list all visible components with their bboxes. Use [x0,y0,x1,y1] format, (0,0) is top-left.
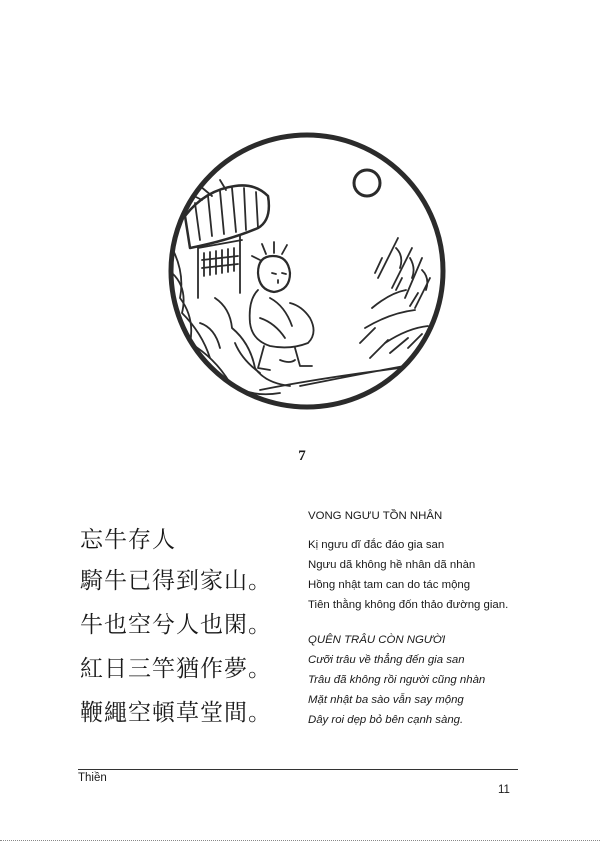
translation-title: QUÊN TRÂU CÒN NGƯỜI [308,634,446,646]
chinese-poem [80,525,300,742]
chinese-poem-line: 紅日三竿猶作夢。 [80,656,272,682]
sino-vietnamese-title: VONG NGƯU TỒN NHÂN [308,510,443,522]
translation-line: Cưỡi trâu về thẳng đến gia san [308,654,465,666]
plate-number: 7 [298,448,306,464]
chinese-poem-line: 騎牛已得到家山。 [80,568,272,594]
page-edge [0,840,600,841]
chinese-poem-line: 鞭繩空頓草堂間。 [80,700,272,726]
sino-vietnamese-line: Tiên thằng không đốn thảo đường gian. [308,599,509,611]
footer-section-label: Thiền [78,772,107,784]
page-number: 11 [498,784,510,796]
chinese-poem-line: 牛也空兮人也閑。 [80,612,272,638]
footer-divider [78,769,518,770]
sino-vietnamese-line: Ngưu dã không hề nhân dã nhàn [308,559,476,571]
sino-vietnamese-line: Hồng nhật tam can do tác mộng [308,579,471,591]
vietnamese-text [308,506,523,730]
chinese-poem-title: 忘牛存人 [80,527,176,553]
translation-line: Dây roi dẹp bỏ bên cạnh sàng. [308,714,464,726]
sino-vietnamese-line: Kị ngưu dĩ đắc đáo gia san [308,539,445,551]
ox-herding-picture-icon [160,128,455,418]
translation-line: Mặt nhật ba sào vẫn say mộng [308,694,464,706]
translation-line: Trâu đã không rồi người cũng nhàn [308,674,486,686]
